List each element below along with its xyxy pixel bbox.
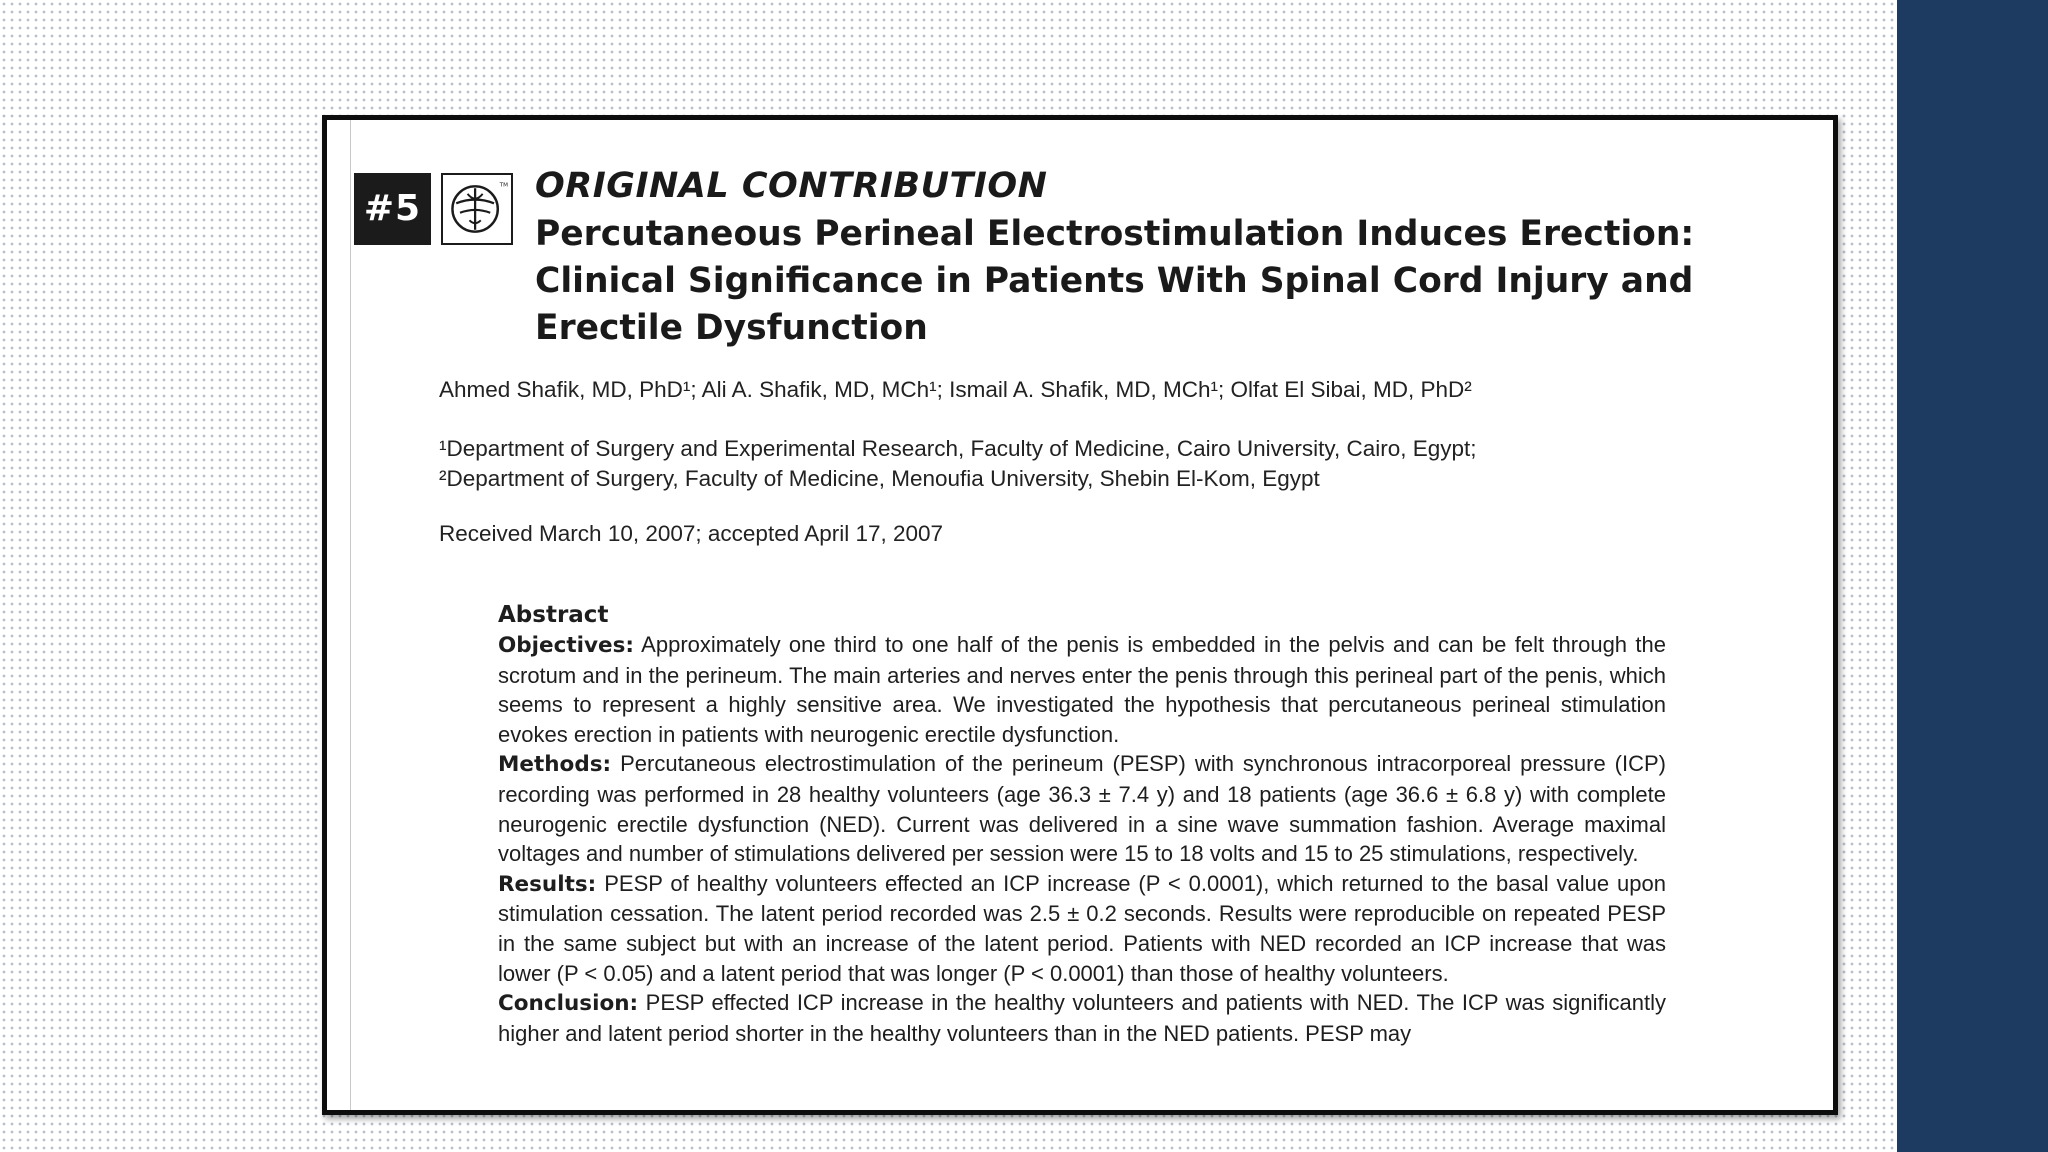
author-list: Ahmed Shafik, MD, PhD¹; Ali A. Shafik, MD, MCh¹; Ismail A. Shafik, MD, MCh¹; Olfat El Sibai, MD, PhD² xyxy=(439,377,1472,402)
article-page xyxy=(322,115,1838,1115)
affiliation-2: ²Department of Surgery, Faculty of Medicine, Menoufia University, Shebin El-Kom, Egypt xyxy=(439,466,1320,491)
article-number-badge: #5 xyxy=(354,173,431,245)
results-text: PESP of healthy volunteers effected an ICP increase (P < 0.0001), which returned to the basal value upon stimulation cessation. The latent period recorded was 2.5 ± 0.2 seconds. Results were reproducible on repeated PESP in the same subject but with an increase of the latent period. Patients with NED recorded an ICP increase that was lower (P < 0.05) and a latent period that was longer (P < 0.0001) than those of healthy volunteers. xyxy=(498,870,1666,986)
journal-seal-icon xyxy=(441,173,513,245)
methods-label: Methods: xyxy=(498,752,612,778)
abstract-conclusion xyxy=(498,988,1666,1048)
article-type-label: ORIGINAL CONTRIBUTION xyxy=(535,166,1048,206)
journal-seal-graphic xyxy=(443,175,511,243)
received-dates: Received March 10, 2007; accepted April 17, 2007 xyxy=(439,521,944,546)
abstract-heading: Abstract xyxy=(498,602,609,628)
right-side-band xyxy=(1897,0,2048,1152)
svg-text:TM: TM xyxy=(499,182,509,189)
results-label: Results: xyxy=(498,871,597,897)
article-title: Percutaneous Perineal Electrostimulation Induces Erection: Clinical Significance in Patients With Spinal Cord Injury and Erectile Dysfunction xyxy=(535,214,1695,348)
abstract xyxy=(498,600,1666,1048)
margin-rule xyxy=(350,120,351,1110)
affiliation-1: ¹Department of Surgery and Experimental Research, Faculty of Medicine, Cairo University, Cairo, Egypt; xyxy=(439,436,1477,461)
abstract-objectives xyxy=(498,630,1666,749)
conclusion-text: PESP effected ICP increase in the healthy volunteers and patients with NED. The ICP was significantly higher and latent period shorter in the healthy volunteers than in the NED patients. PESP may xyxy=(498,990,1666,1046)
abstract-methods xyxy=(498,749,1666,868)
methods-text: Percutaneous electrostimulation of the perineum (PESP) with synchronous intracorporeal pressure (ICP) recording was performed in 28 healthy volunteers (age 36.3 ± 7.4 y) and 18 patients (age 36.6 ± 6.8 y) with complete neurogenic erectile dysfunction (NED). Current was delivered in a sine wave summation fashion. Average maximal voltages and number of stimulations delivered per session were 15 to 18 volts and 15 to 25 stimulations, respectively. xyxy=(498,751,1666,867)
objectives-text: Approximately one third to one half of the penis is embedded in the pelvis and can be felt through the scrotum and in the perineum. The main arteries and nerves enter the penis through this perineal part of the penis, which seems to represent a highly sensitive area. We investigated the hypothesis that percutaneous perineal stimulation evokes erection in patients with neurogenic erectile dysfunction. xyxy=(498,632,1666,747)
abstract-results xyxy=(498,869,1666,988)
objectives-label: Objectives: xyxy=(498,633,635,658)
conclusion-label: Conclusion: xyxy=(498,991,639,1017)
